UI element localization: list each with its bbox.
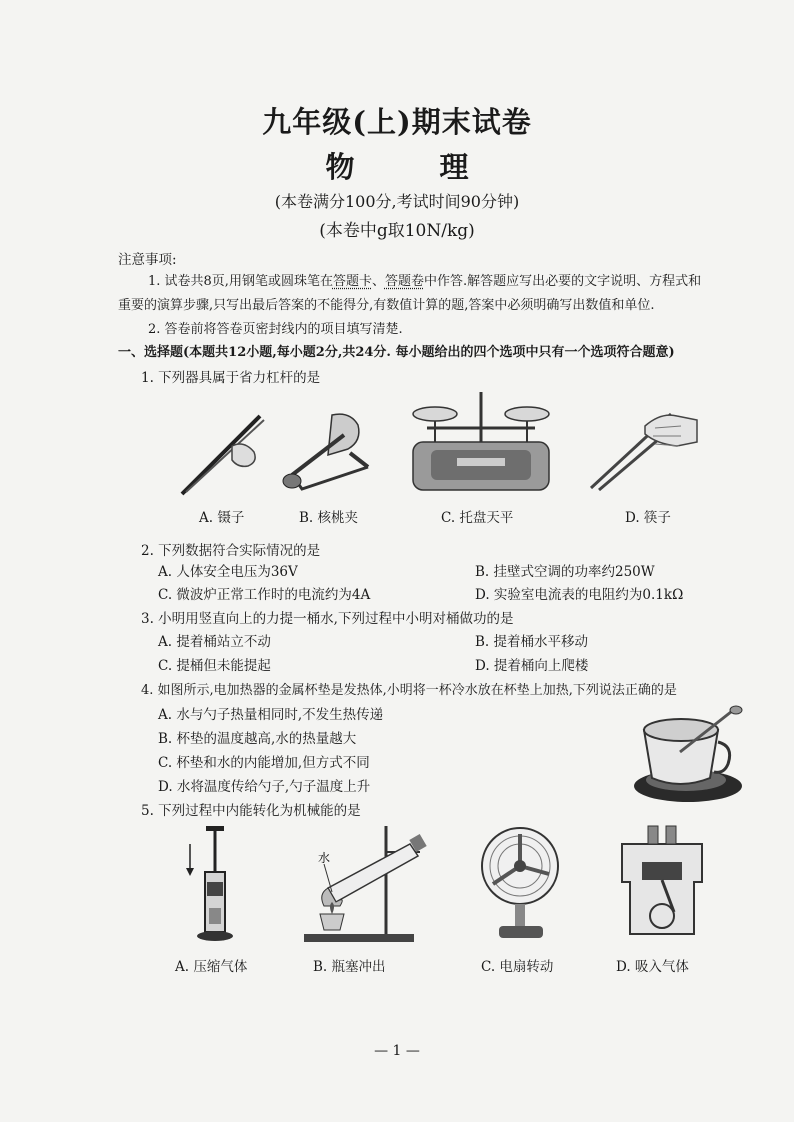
q2-option-b: B. 挂壁式空调的功率约250W xyxy=(475,564,655,580)
balance-scale-figure xyxy=(405,384,557,496)
q3-option-b: B. 提着桶水平移动 xyxy=(475,634,589,650)
q3-option-d: D. 提着桶向上爬楼 xyxy=(475,658,589,674)
cup-heater-figure xyxy=(630,702,746,806)
notice-text: 中作答.解答题应写出必要的文字说明、方程式和 xyxy=(424,274,702,289)
nutcracker-figure xyxy=(272,405,377,503)
exam-title: 九年级(上)期末试卷 xyxy=(262,105,532,139)
compress-gas-figure xyxy=(180,822,250,944)
q4-stem: 4. 如图所示,电加热器的金属杯垫是发热体,小明将一杯冷水放在杯垫上加热,下列说法正确的是 xyxy=(141,683,677,698)
q3-option-c: C. 提桶但未能提起 xyxy=(158,658,271,674)
answer-sheet-term: 答题卷 xyxy=(384,274,424,289)
notice-item-1 xyxy=(148,270,701,289)
q2-option-c: C. 微波炉正常工作时的电流约为4A xyxy=(158,587,371,603)
q5-option-a: A. 压缩气体 xyxy=(175,959,248,975)
q5-option-b: B. 瓶塞冲出 xyxy=(313,959,386,975)
q3-stem: 3. 小明用竖直向上的力提一桶水,下列过程中小明对桶做功的是 xyxy=(141,611,514,627)
section-heading: 一、选择题(本题共12小题,每小题2分,共24分. 每小题给出的四个选项中只有一个选项符合题意) xyxy=(118,345,675,360)
q1-option-b: B. 核桃夹 xyxy=(299,510,359,526)
g-note: (本卷中g取10N/kg) xyxy=(319,221,475,241)
q5-option-d: D. 吸入气体 xyxy=(616,959,689,975)
q1-stem: 1. 下列器具属于省力杠杆的是 xyxy=(141,370,321,386)
q4-option-a: A. 水与勺子热量相同时,不发生热传递 xyxy=(158,707,384,723)
q4-option-b: B. 杯垫的温度越高,水的热量越大 xyxy=(158,731,357,747)
q2-stem: 2. 下列数据符合实际情况的是 xyxy=(141,543,321,559)
q1-option-a: A. 镊子 xyxy=(199,510,245,526)
q4-option-c: C. 杯垫和水的内能增加,但方式不同 xyxy=(158,755,370,771)
notice-text: 、 xyxy=(371,274,385,289)
q5-stem: 5. 下列过程中内能转化为机械能的是 xyxy=(141,803,361,819)
notice-item-1-cont: 重要的演算步骤,只写出最后答案的不能得分,有数值计算的题,答案中必须明确写出数值和单位. xyxy=(118,298,655,313)
notice-heading: 注意事项: xyxy=(118,252,177,268)
chopsticks-figure xyxy=(585,398,703,494)
notice-item-2: 2. 答卷前将答卷页密封线内的项目填写清楚. xyxy=(148,322,403,337)
answer-card-term: 答题卡 xyxy=(332,274,372,289)
tweezers-figure xyxy=(172,408,272,500)
q5-option-c: C. 电扇转动 xyxy=(481,959,554,975)
q3-option-a: A. 提着桶站立不动 xyxy=(158,634,271,650)
notice-text: 1. 试卷共8页,用钢笔或圆珠笔在 xyxy=(148,274,333,289)
subject-title: 物 理 xyxy=(325,150,497,184)
cork-pops-figure xyxy=(300,822,440,946)
q1-option-d: D. 筷子 xyxy=(625,510,671,526)
water-label: 水 xyxy=(318,851,331,865)
electric-fan-figure xyxy=(475,822,565,946)
page-number: — 1 — xyxy=(374,1043,420,1059)
q2-option-d: D. 实验室电流表的电阻约为0.1kΩ xyxy=(475,587,684,603)
score-note: (本卷满分100分,考试时间90分钟) xyxy=(274,192,520,211)
q2-option-a: A. 人体安全电压为36V xyxy=(158,564,298,580)
q1-option-c: C. 托盘天平 xyxy=(441,510,514,526)
engine-intake-figure xyxy=(612,822,712,946)
q4-option-d: D. 水将温度传给勺子,勺子温度上升 xyxy=(158,779,371,795)
